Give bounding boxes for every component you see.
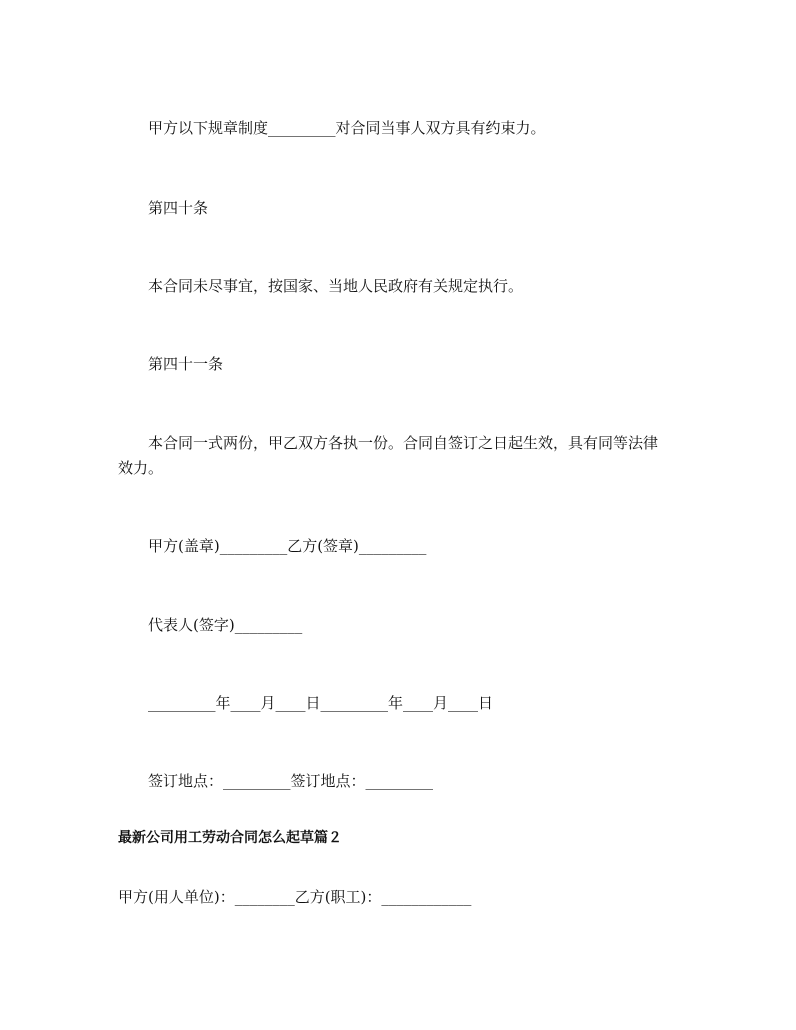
copies-paragraph-line-1: 本合同一式两份，甲乙双方各执一份。合同自签订之日起生效，具有同等法律 bbox=[148, 434, 659, 452]
signing-place-line: 签订地点：_________签订地点：_________ bbox=[148, 772, 434, 790]
unspecified-matters-paragraph: 本合同未尽事宜，按国家、当地人民政府有关规定执行。 bbox=[148, 277, 524, 295]
copies-paragraph-line-2: 效力。 bbox=[118, 459, 164, 477]
parties-line: 甲方(用人单位)：________乙方(职工)：____________ bbox=[118, 888, 472, 906]
section-heading: 最新公司用工劳动合同怎么起草篇２ bbox=[118, 830, 342, 846]
article-40-title: 第四十条 bbox=[148, 199, 209, 217]
signature-line: 甲方(盖章)_________乙方(签章)_________ bbox=[148, 537, 427, 555]
rules-binding-paragraph: 甲方以下规章制度_________对合同当事人双方具有约束力。 bbox=[148, 119, 546, 137]
article-41-title: 第四十一条 bbox=[148, 355, 224, 373]
date-line: _________年____月____日_________年____月____日 bbox=[148, 694, 494, 712]
representative-line: 代表人(签字)_________ bbox=[148, 616, 303, 634]
